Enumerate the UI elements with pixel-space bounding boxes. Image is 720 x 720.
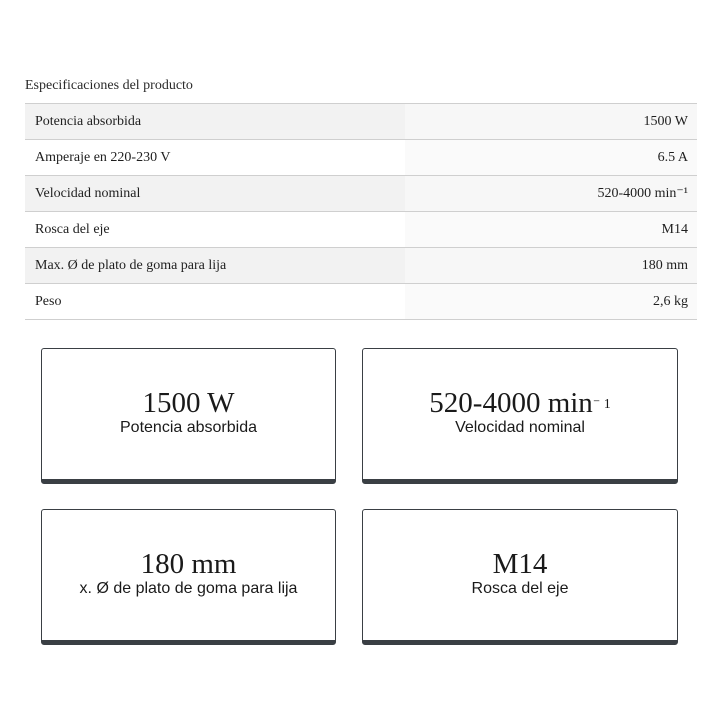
card-value-exponent: ⁻ 1 [592,397,611,412]
spec-row [25,140,697,176]
card-value: 520-4000 min [429,387,593,419]
feature-card-power [41,348,336,484]
feature-card-thread [362,509,678,645]
feature-card-disc [41,509,336,645]
spec-label: Potencia absorbida [25,104,405,139]
specs-table [25,103,697,320]
card-value: M14 [492,548,548,580]
spec-value: 6.5 A [405,140,697,175]
specs-title: Especificaciones del producto [25,78,193,93]
spec-label: Peso [25,284,405,319]
spec-value: M14 [405,212,697,247]
spec-label: Velocidad nominal [25,176,405,211]
card-label: Velocidad nominal [455,419,585,436]
card-label: Rosca del eje [471,580,569,597]
spec-value: 2,6 kg [405,284,697,319]
spec-value: 520-4000 min⁻¹ [405,176,697,211]
spec-value: 180 mm [405,248,697,283]
spec-row [25,284,697,320]
card-label: x. Ø de plato de goma para lija [79,580,298,597]
spec-label: Max. Ø de plato de goma para lija [25,248,405,283]
card-value: 1500 W [142,387,235,419]
spec-row [25,176,697,212]
card-value-wrap [429,387,610,419]
spec-row [25,104,697,140]
spec-value: 1500 W [405,104,697,139]
card-label: Potencia absorbida [120,419,257,436]
feature-card-speed [362,348,678,484]
spec-row [25,212,697,248]
spec-row [25,248,697,284]
spec-label: Rosca del eje [25,212,405,247]
spec-label: Amperaje en 220-230 V [25,140,405,175]
card-value: 180 mm [140,548,237,580]
